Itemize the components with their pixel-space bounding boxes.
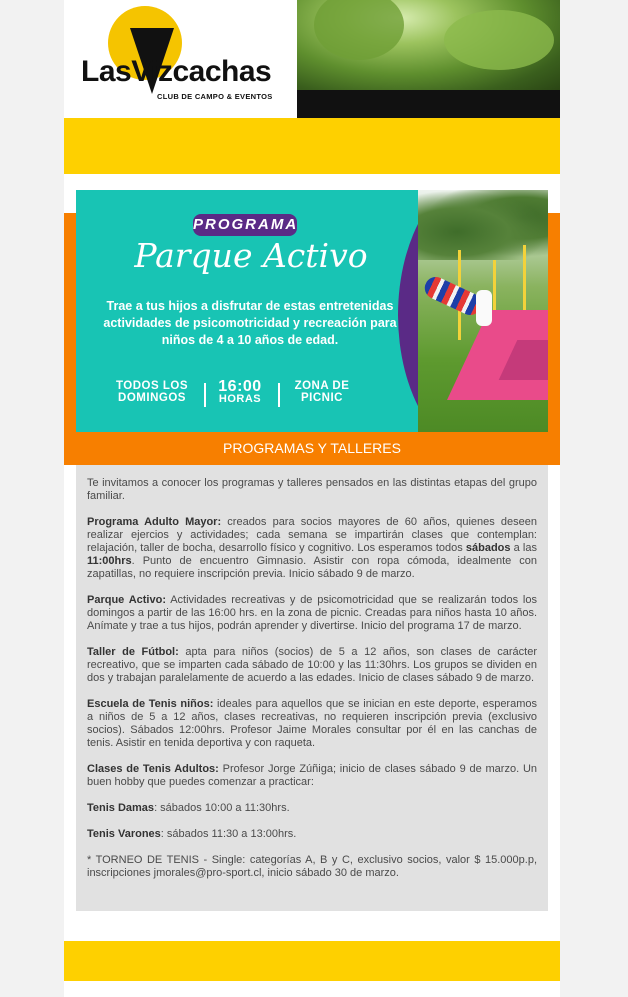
tenis-ninos-text: ideales para aquellos que se inician en este deporte, esperamos a niños de 5 a 12 años, clases recreativas, no requieren inscripción previa (exclusivo socios). Sábados 12:00hrs. Profesor Jaime Morales consultar por él en las canchas de tenis. Asistir en tenida deportiva y con raqueta. — [87, 698, 537, 749]
program-badge: PROGRAMA — [193, 214, 297, 236]
programs-content — [76, 465, 548, 911]
photo-child — [476, 290, 492, 326]
info-place — [282, 380, 362, 404]
tenis-damas-paragraph — [87, 802, 537, 815]
programs-text — [87, 477, 537, 893]
parque-activo-banner[interactable] — [76, 190, 548, 432]
adulto-mayor-text: a las — [510, 542, 537, 554]
intro-paragraph: Te invitamos a conocer los programas y talleres pensados en las distintas etapas del grupo familiar. — [87, 477, 537, 502]
tenis-varones-paragraph — [87, 828, 537, 841]
email-container — [64, 0, 560, 997]
info-divider — [278, 383, 280, 407]
adulto-mayor-text: creados para socios mayores de 60 años, quienes deseen realizar ejercios y actividades; cada semana se impartirán clases que contemplan: relajación, taller de bocha, desarrollo físico y cognitivo. Los esperamos todos — [87, 516, 537, 554]
adulto-mayor-label: Programa Adulto Mayor: — [87, 516, 222, 528]
info-divider — [204, 383, 206, 407]
tenis-adultos-text: Profesor Jorge Zúñiga; inicio de clases sábado 9 de marzo. Un buen hobby que puedes comenzar a practicar: — [87, 763, 538, 788]
info-time — [216, 380, 264, 406]
header — [64, 0, 560, 118]
logo-wordmark: LasVizcachas — [81, 55, 272, 88]
info-day — [112, 380, 192, 404]
banner-description: Trae a tus hijos a disfrutar de estas entretenidas actividades de psicomotricidad y recreación para niños de 4 a 10 años de edad. — [103, 299, 397, 347]
parque-activo-paragraph — [87, 594, 537, 633]
parque-activo-label: Parque Activo: — [87, 594, 166, 606]
header-park-photo — [294, 0, 560, 90]
section-title: PROGRAMAS Y TALLERES — [223, 440, 401, 456]
yellow-band-top — [64, 118, 560, 174]
info-place-line2: PICNIC — [301, 392, 343, 404]
tenis-damas-text: : sábados 10:00 a 11:30hrs. — [154, 802, 290, 814]
info-place-line1: ZONA DE — [294, 380, 350, 392]
tenis-ninos-label: Escuela de Tenis niños: — [87, 698, 214, 710]
torneo-paragraph: * TORNEO DE TENIS - Single: categorías A, B y C, exclusivo socios, valor $ 15.000p.p, inscripciones jmorales@pro-sport.cl, inicio sábado 30 de marzo. — [87, 854, 537, 879]
adulto-mayor-paragraph — [87, 516, 537, 581]
info-day-line2: DOMINGOS — [118, 392, 186, 404]
tenis-varones-label: Tenis Varones — [87, 828, 161, 840]
tree-shape — [444, 10, 554, 70]
adulto-mayor-text: . Punto de encuentro Gimnasio. Asistir con ropa cómoda, idealmente con zapatillas, no requiere inscripción previa. Inicio sábado 9 de marzo. — [87, 555, 537, 580]
futbol-label: Taller de Fútbol: — [87, 646, 179, 658]
tenis-varones-text: : sábados 11:30 a 13:00hrs. — [160, 828, 297, 840]
info-time-line1: 16:00 — [218, 378, 262, 395]
info-time-line2: HORAS — [218, 393, 262, 405]
logo-area — [64, 0, 297, 118]
kids-playground-photo — [418, 190, 548, 432]
tenis-adultos-label: Clases de Tenis Adultos: — [87, 763, 219, 775]
banner-title: Parque Activo — [134, 236, 368, 275]
tenis-damas-label: Tenis Damas — [87, 802, 155, 814]
tree-shape — [314, 0, 404, 60]
logo-tagline: CLUB DE CAMPO & EVENTOS — [157, 92, 273, 101]
adulto-mayor-day: sábados — [465, 542, 511, 554]
adulto-mayor-time: 11:00hrs — [87, 555, 132, 567]
futbol-paragraph — [87, 646, 537, 685]
futbol-text: apta para niños (socios) de 5 a 12 años, son clases de carácter recreativo, que se imparten cada sábado de 10:00 y las 11:30hrs. Los grupos se dividen en dos y trabajan paralelamente de acuerdo a las edades. Inicio de clases sábado 9 de marzo. — [87, 646, 537, 684]
photo-trees — [418, 190, 548, 260]
tenis-ninos-paragraph — [87, 698, 537, 750]
info-day-line1: TODOS LOS — [115, 380, 189, 392]
yellow-band-bottom — [64, 941, 560, 981]
parque-activo-text: Actividades recreativas y de psicomotricidad que se realizarán todos los domingos a partir de las 16:00 hrs. en la zona de picnic. Creadas para niños hasta 10 años. Anímate y trae a tus hijos, podrán aprender y divertirse. Inicio del programa 17 de marzo. — [87, 594, 537, 632]
tenis-adultos-paragraph — [87, 763, 537, 789]
